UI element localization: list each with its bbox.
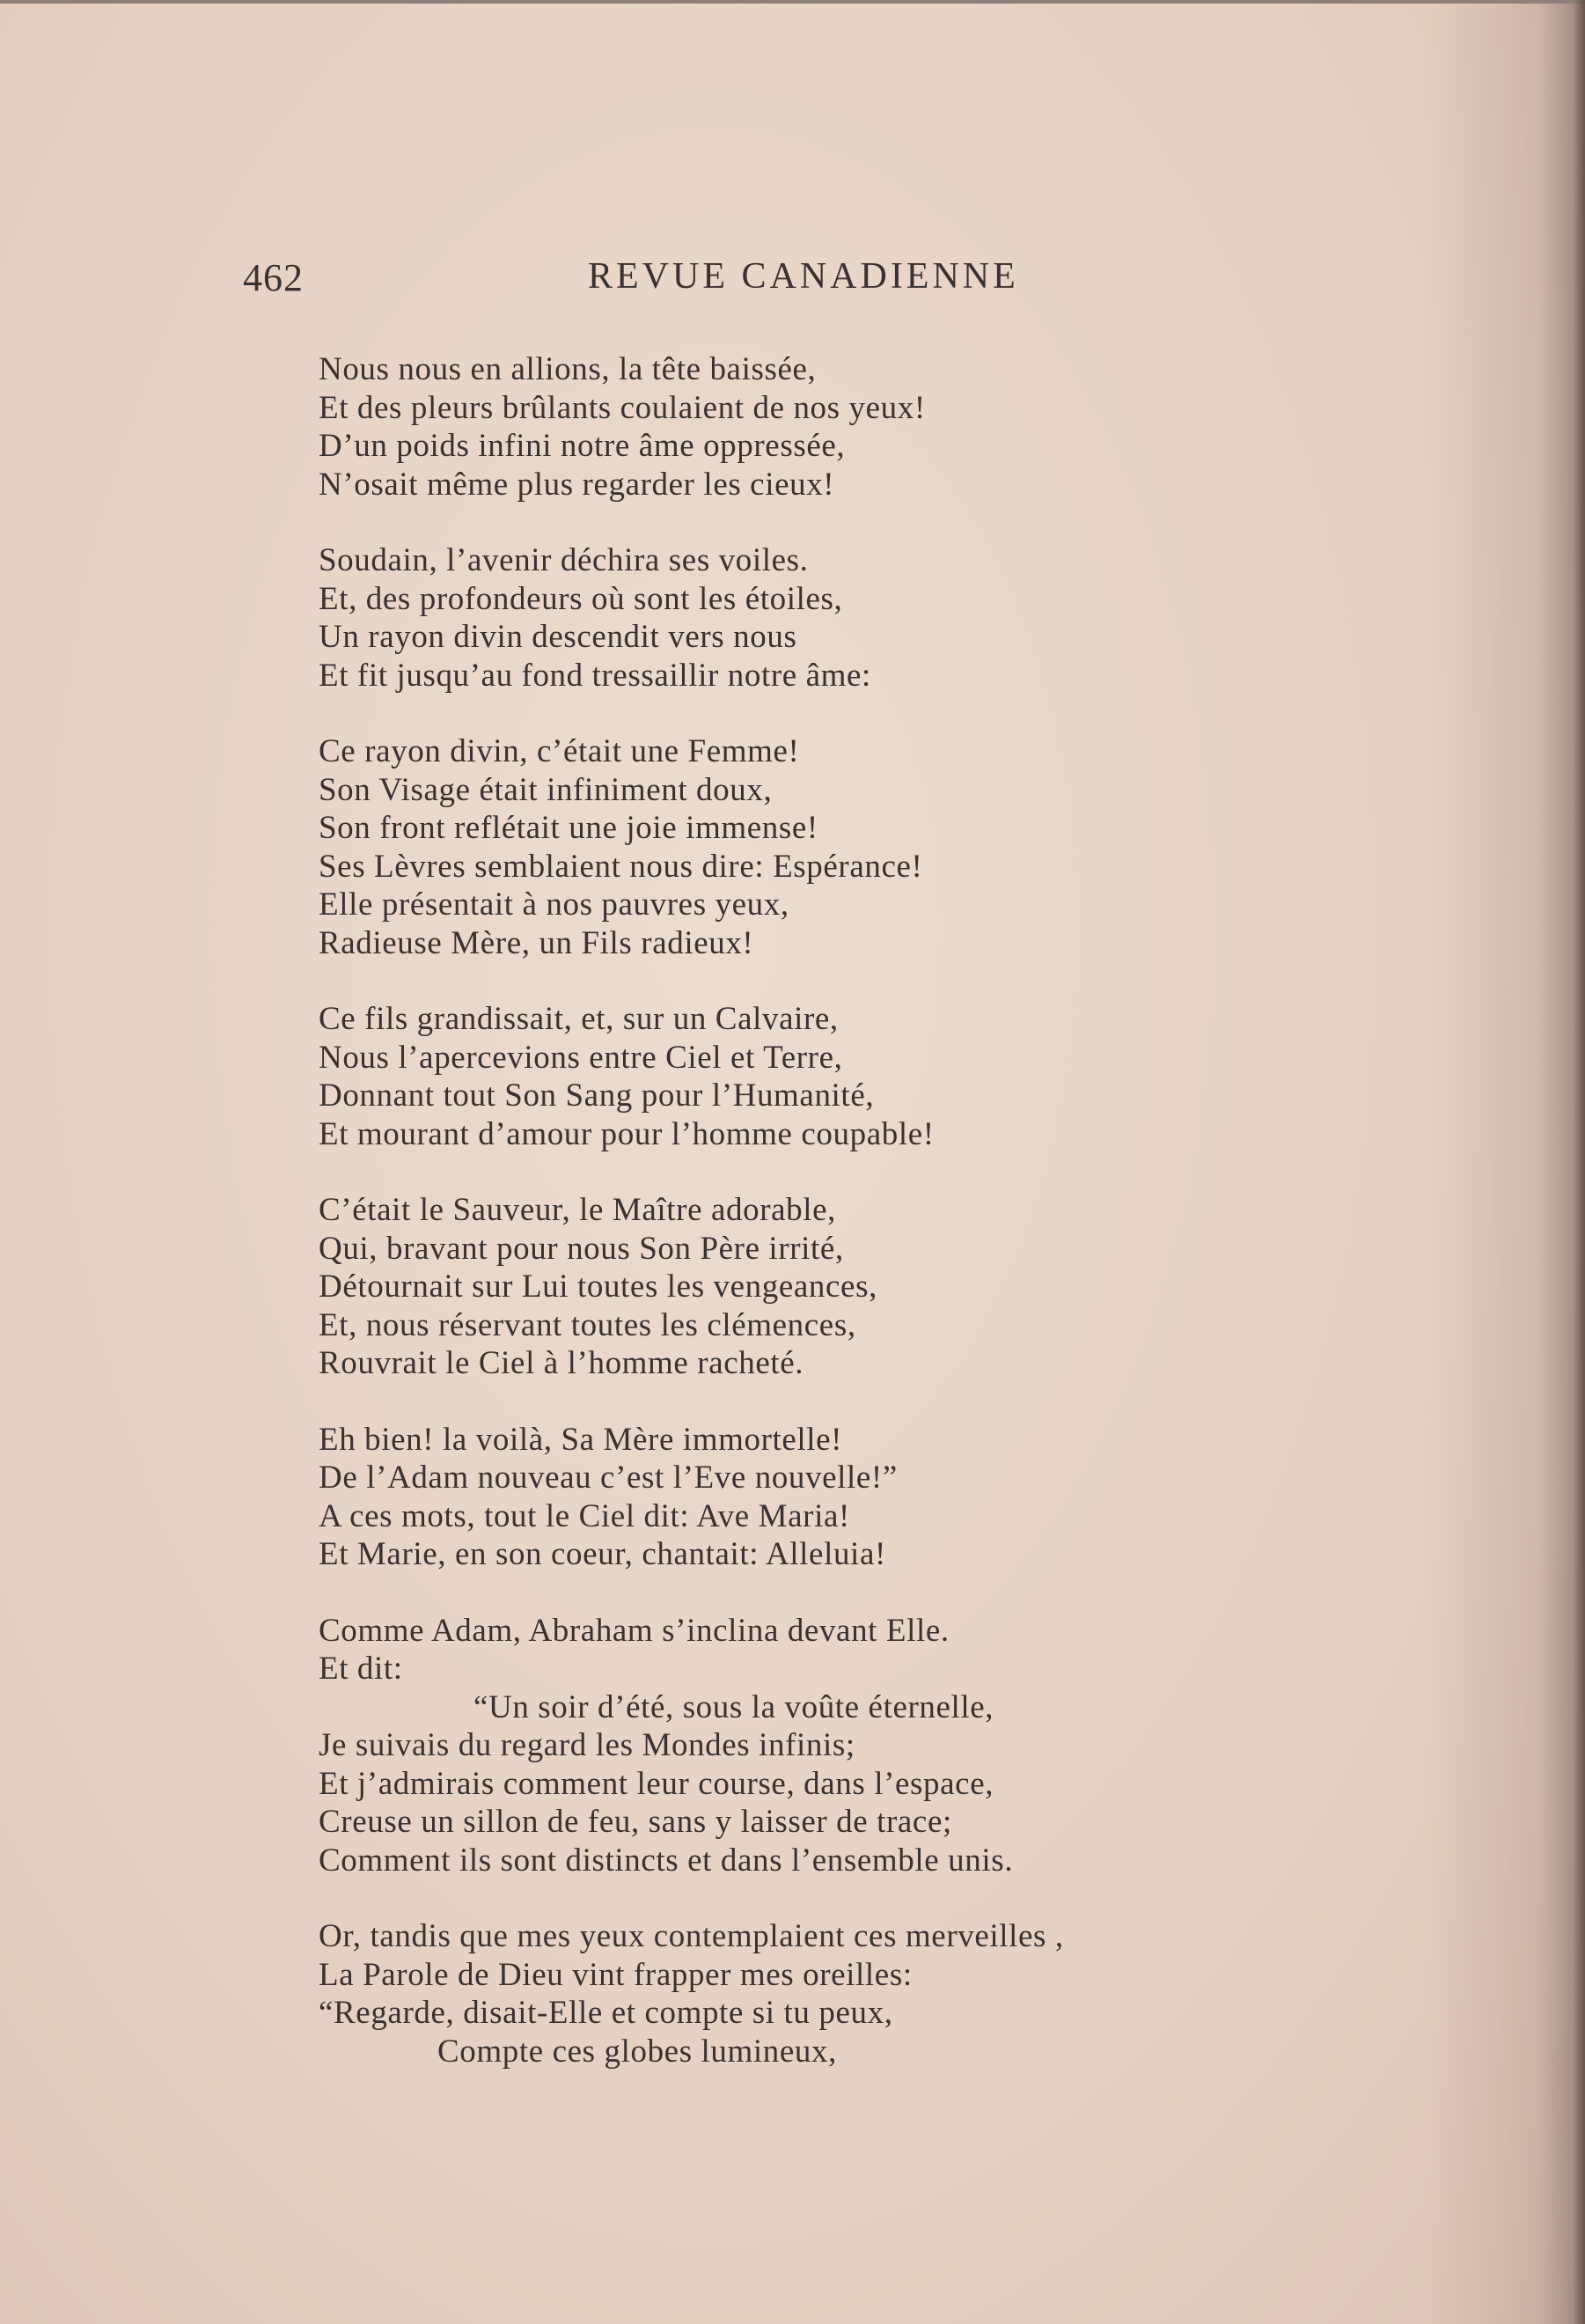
poem — [319, 350, 1216, 2108]
spine-shadow — [1573, 0, 1585, 2324]
poem-line: Donnant tout Son Sang pour l’Humanité, — [319, 1077, 875, 1114]
poem-line: Nous nous en allions, la tête baissée, — [319, 351, 817, 387]
poem-line: Détournait sur Lui toutes les vengeances, — [319, 1269, 877, 1305]
poem-line: A ces mots, tout le Ciel dit: Ave Maria! — [319, 1497, 850, 1534]
page-number: 462 — [243, 256, 304, 299]
stanza-2 — [319, 541, 1216, 695]
stanza-7 — [319, 1612, 1216, 1880]
poem-line: Un rayon divin descendit vers nous — [319, 619, 797, 655]
poem-line: Je suivais du regard les Mondes infinis; — [319, 1727, 855, 1763]
poem-line: Et des pleurs brûlants coulaient de nos yeux! — [319, 389, 926, 426]
running-head — [243, 255, 1070, 308]
stanza-3 — [319, 732, 1216, 962]
poem-line: Comment ils sont distincts et dans l’ensemble unis. — [319, 1842, 1014, 1879]
poem-line: “Regarde, disait-Elle et compte si tu peux, — [319, 1995, 893, 2031]
poem-line: Et fit jusqu’au fond tressaillir notre âme: — [319, 657, 871, 694]
poem-line: Or, tandis que mes yeux contemplaient ces merveilles , — [319, 1918, 1064, 1954]
poem-line: Et dit: — [319, 1651, 403, 1687]
poem-line: Comme Adam, Abraham s’inclina devant Elle. — [319, 1612, 950, 1649]
poem-line: Et j’admirais comment leur course, dans l’espace, — [319, 1765, 994, 1802]
poem-line: Ce fils grandissait, et, sur un Calvaire, — [319, 1001, 839, 1037]
stanza-6 — [319, 1421, 1216, 1574]
poem-line: Radieuse Mère, un Fils radieux! — [319, 924, 754, 961]
stanza-5 — [319, 1191, 1216, 1383]
stanza-8 — [319, 1917, 1216, 2070]
poem-line: Ce rayon divin, c’était une Femme! — [319, 733, 800, 769]
poem-line: Et Marie, en son coeur, chantait: Alleluia! — [319, 1536, 886, 1572]
page-top-edge — [0, 0, 1585, 4]
poem-line: Ses Lèvres semblaient nous dire: Espérance! — [319, 848, 923, 885]
poem-line: Et, des profondeurs où sont les étoiles, — [319, 580, 843, 617]
poem-line: C’était le Sauveur, le Maître adorable, — [319, 1192, 836, 1228]
journal-title: REVUE CANADIENNE — [588, 256, 1019, 297]
stanza-4 — [319, 1000, 1216, 1153]
poem-line-indented: “Un soir d’été, sous la voûte éternelle, — [473, 1688, 994, 1725]
poem-line: Son front reflétait une joie immense! — [319, 810, 818, 846]
poem-line: N’osait même plus regarder les cieux! — [319, 466, 835, 503]
poem-line: Nous l’apercevions entre Ciel et Terre, — [319, 1039, 843, 1076]
poem-line: De l’Adam nouveau c’est l’Eve nouvelle!” — [319, 1460, 898, 1496]
poem-line: Et mourant d’amour pour l’homme coupable! — [319, 1115, 935, 1152]
poem-line: Son Visage était infiniment doux, — [319, 771, 773, 808]
poem-line: Rouvrait le Ciel à l’homme racheté. — [319, 1345, 804, 1381]
poem-line: D’un poids infini notre âme oppressée, — [319, 428, 846, 464]
poem-line: La Parole de Dieu vint frapper mes oreilles: — [319, 1956, 913, 1993]
poem-line: Eh bien! la voilà, Sa Mère immortelle! — [319, 1421, 843, 1458]
poem-line: Et, nous réservant toutes les clémences, — [319, 1306, 856, 1343]
poem-line: Creuse un sillon de feu, sans y laisser de trace; — [319, 1804, 952, 1840]
poem-line: Qui, bravant pour nous Son Père irrité, — [319, 1230, 844, 1267]
stanza-1 — [319, 350, 1216, 504]
poem-line-indented: Compte ces globes lumineux, — [437, 2033, 837, 2070]
poem-line: Elle présentait à nos pauvres yeux, — [319, 886, 789, 923]
poem-line: Soudain, l’avenir déchira ses voiles. — [319, 542, 809, 578]
